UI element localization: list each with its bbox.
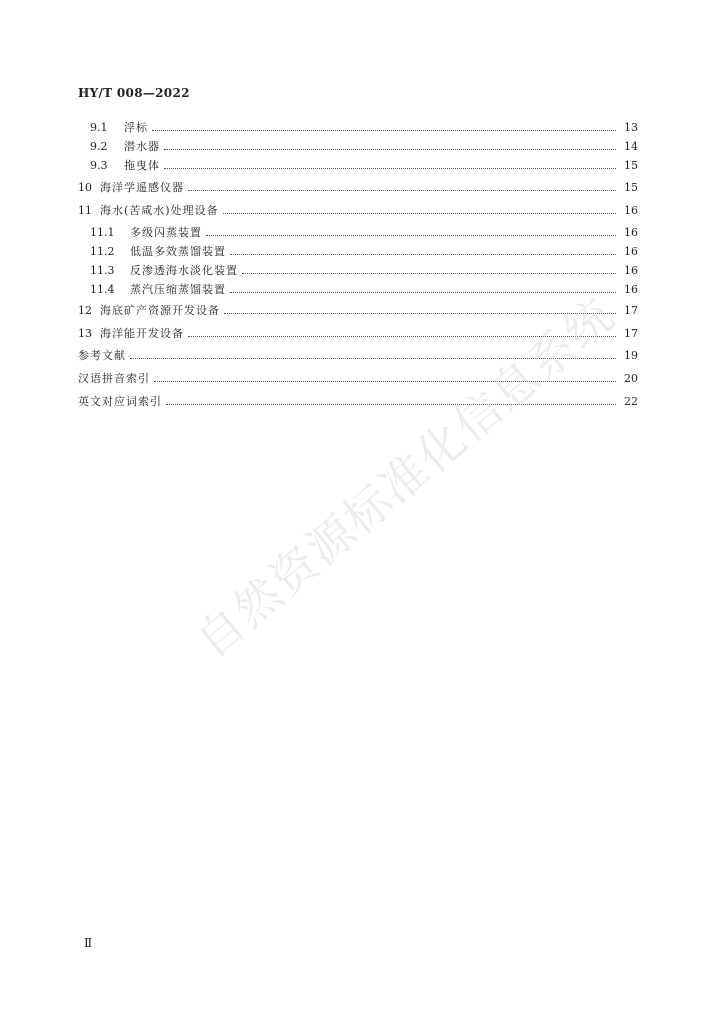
header-code: HY/T 008—2022 — [78, 86, 190, 100]
toc-entry-page: 17 — [624, 326, 638, 340]
toc-leader-dots — [188, 189, 616, 191]
toc-entry-9-2[interactable] — [78, 137, 638, 155]
toc-entry-page: 16 — [624, 244, 638, 258]
toc-entry-number: 11 — [78, 203, 92, 217]
toc-leader-dots — [164, 167, 616, 169]
toc-entry-page: 16 — [624, 282, 638, 296]
toc-leader-dots — [206, 234, 616, 236]
toc-entry-title: 海底矿产资源开发设备 — [100, 304, 220, 317]
toc-entry-10[interactable] — [78, 178, 638, 196]
toc-leader-dots — [242, 272, 616, 274]
toc-entry-11-3[interactable] — [78, 261, 638, 279]
toc-entry-title: 浮标 — [124, 121, 148, 134]
page-number: Ⅱ — [84, 936, 93, 950]
toc-entry-11[interactable] — [78, 201, 638, 219]
toc-leader-dots — [166, 403, 616, 405]
toc-entry-page: 19 — [624, 348, 638, 362]
toc-leader-dots — [223, 212, 616, 214]
toc-entry-number: 9.2 — [90, 139, 108, 153]
toc-entry-title: 参考文献 — [78, 349, 126, 362]
toc-entry-9-1[interactable] — [78, 118, 638, 136]
toc-entry-number: 11.2 — [90, 244, 115, 258]
toc-entry-page: 14 — [624, 139, 638, 153]
toc-entry-title: 蒸汽压缩蒸馏装置 — [130, 283, 226, 296]
toc-entry-number: 9.1 — [90, 120, 108, 134]
toc-leader-dots — [152, 129, 616, 131]
toc-entry-page: 16 — [624, 203, 638, 217]
toc-entry-title: 多级闪蒸装置 — [130, 226, 202, 239]
toc-entry-page: 15 — [624, 180, 638, 194]
toc-leader-dots — [230, 291, 616, 293]
toc-entry-title: 海洋学遥感仪器 — [100, 181, 184, 194]
toc-entry-number: 13 — [78, 326, 92, 340]
toc-entry-page: 13 — [624, 120, 638, 134]
toc-entry-page: 22 — [624, 394, 638, 408]
toc-entry-title: 反渗透海水淡化装置 — [130, 264, 238, 277]
toc-entry-title: 汉语拼音索引 — [78, 372, 150, 385]
toc-entry-english-index[interactable] — [78, 392, 638, 410]
toc-entry-title: 潜水器 — [124, 140, 160, 153]
toc-entry-page: 20 — [624, 371, 638, 385]
toc-entry-page: 17 — [624, 303, 638, 317]
toc-entry-title: 拖曳体 — [124, 159, 160, 172]
toc-entry-number: 11.4 — [90, 282, 115, 296]
toc-entry-number: 11.1 — [90, 225, 115, 239]
toc-entry-number: 10 — [78, 180, 92, 194]
toc-entry-9-3[interactable] — [78, 156, 638, 174]
toc-entry-page: 16 — [624, 263, 638, 277]
toc-entry-11-1[interactable] — [78, 223, 638, 241]
watermark: 自然资源标准化信息系统 — [185, 287, 625, 669]
toc-entry-title: 低温多效蒸馏装置 — [130, 245, 226, 258]
toc-leader-dots — [164, 148, 616, 150]
toc-entry-11-2[interactable] — [78, 242, 638, 260]
toc-leader-dots — [230, 253, 616, 255]
toc-entry-title: 海洋能开发设备 — [100, 327, 184, 340]
toc-entry-number: 11.3 — [90, 263, 115, 277]
toc-entry-page: 16 — [624, 225, 638, 239]
toc-entry-title: 英文对应词索引 — [78, 395, 162, 408]
toc-entry-11-4[interactable] — [78, 280, 638, 298]
toc-entry-page: 15 — [624, 158, 638, 172]
toc-entry-number: 12 — [78, 303, 92, 317]
toc-entry-number: 9.3 — [90, 158, 108, 172]
toc-entry-title: 海水(苦咸水)处理设备 — [100, 204, 219, 217]
